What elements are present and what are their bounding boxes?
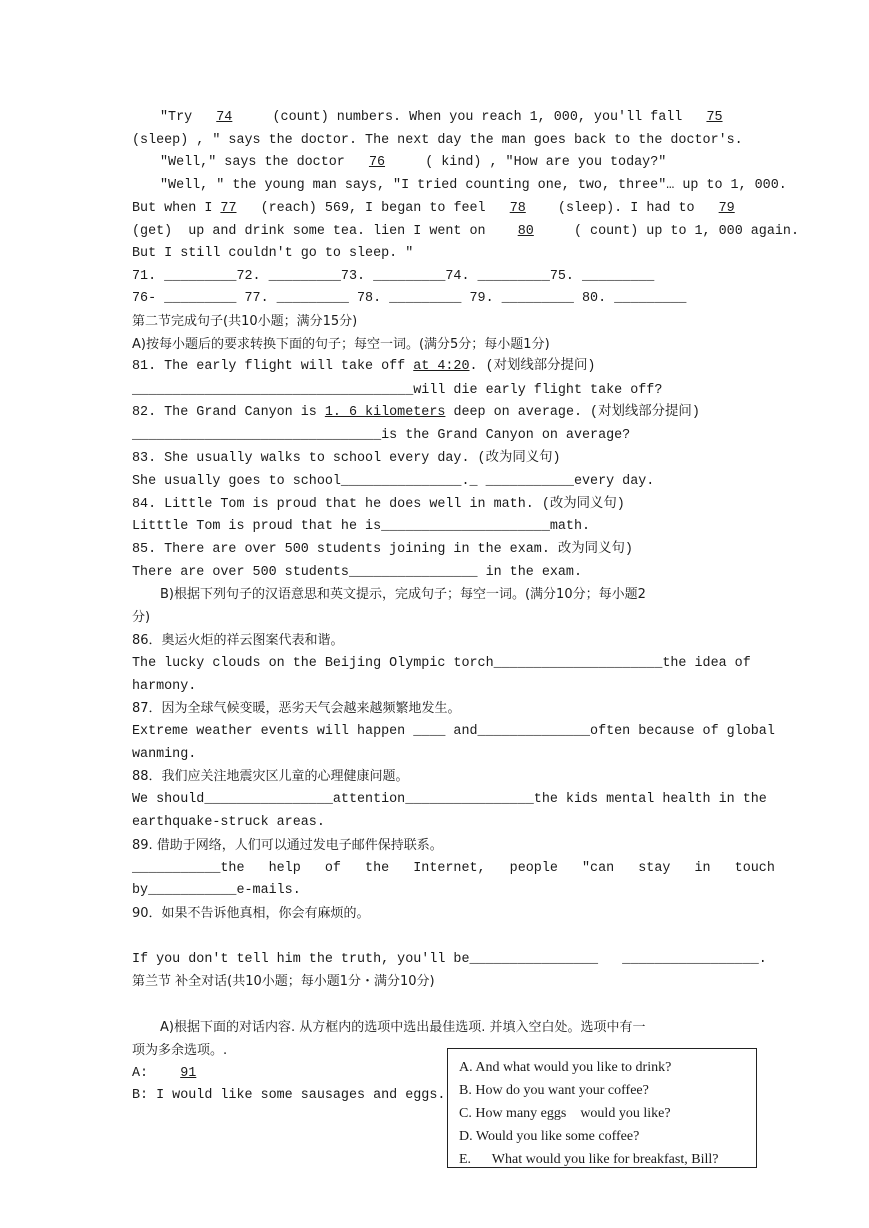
dialogue-line-b: B: I would like some sausages and eggs. (132, 1088, 446, 1103)
dialogue-line-a: A: 91 (132, 1066, 197, 1081)
option-item: E. What would you like for breakfast, Bill? (459, 1152, 719, 1167)
question-81: 81. The early flight will take off at 4:20. (对划线部分提问) (132, 359, 596, 374)
answer-line-87: Extreme weather events will happen ____ and______________often because of global (132, 724, 775, 739)
answer-line-90: If you don't tell him the truth, you'll be________________ _________________. (132, 952, 767, 967)
passage-line: (sleep) , " says the doctor. The next day the man goes back to the doctor's. (132, 133, 743, 148)
answer-line-89-cont: by___________e-mails. (132, 883, 301, 898)
question-86: 86．奥运火炬的祥云图案代表和谐。 (132, 633, 344, 648)
answer-line-81: ___________________________________will die early flight take off? (132, 383, 663, 398)
question-82: 82. The Grand Canyon is 1. 6 kilometers deep on average. (对划线部分提问) (132, 405, 700, 420)
passage-line: "Try 74 (count) numbers. When you reach 1, 000, you'll fall 75 (160, 110, 723, 125)
passage-line: (get) up and drink some tea. lien I went on 80 ( count) up to 1, 000 again. (132, 224, 799, 239)
section-title: 第兰节 补全对话(共10小题；每小题1分・满分10分) (132, 974, 435, 989)
passage-line: "Well," says the doctor 76 ( kind) , "How are you today?" (160, 155, 667, 170)
option-item: D. Would you like some coffee? (459, 1129, 640, 1144)
option-item: C. How many eggs would you like? (459, 1106, 671, 1121)
option-item: B. How do you want your coffee? (459, 1083, 649, 1098)
question-88: 88．我们应关注地震灾区儿童的心理健康问题。 (132, 769, 409, 784)
answer-blanks-row: 71. _________72. _________73. _________74. _________75. _________ (132, 269, 655, 284)
question-89: 89. 借助于网络，人们可以通过发电子邮件保持联系。 (132, 838, 443, 853)
answer-blanks-row: 76- _________ 77. _________ 78. _________ 79. _________ 80. _________ (132, 291, 687, 306)
passage-line: "Well, " the young man says, "I tried counting one, two, three"… up to 1, 000. (160, 178, 787, 193)
answer-line-83: She usually goes to school_______________._ ___________every day. (132, 474, 655, 489)
answer-line-85: There are over 500 students________________ in the exam. (132, 565, 582, 580)
section-title: 第二节完成句子(共10小题；满分15分) (132, 314, 358, 329)
passage-line: But when I 77 (reach) 569, I began to feel 78 (sleep). I had to 79 (132, 201, 735, 216)
question-90: 90．如果不告诉他真相，你会有麻烦的。 (132, 906, 370, 921)
part-instruction-cont: 项为多余选项。. (132, 1043, 228, 1058)
question-84: 84. Little Tom is proud that he does well in math. (改为同义句) (132, 497, 625, 512)
answer-line-86: The lucky clouds on the Beijing Olympic torch_____________________the idea of (132, 656, 751, 671)
answer-line-87-cont: wanming. (132, 747, 197, 762)
question-85: 85. There are over 500 students joining in the exam. 改为同义句) (132, 542, 633, 557)
part-instruction: A)根据下面的对话内容. 从方框内的选项中选出最佳选项. 并填入空白处。选项中有一 (160, 1020, 646, 1035)
question-87: 87．因为全球气候变暖，恶劣天气会越来越频繁地发生。 (132, 701, 461, 716)
answer-line-89: ___________the help of the Internet, people "can stay in touch (132, 861, 775, 876)
answer-line-84: Litttle Tom is proud that he is_____________________math. (132, 519, 591, 534)
answer-line-88: We should________________attention________________the kids mental health in the (132, 792, 767, 807)
question-83: 83. She usually walks to school every day. (改为同义句) (132, 451, 561, 466)
answer-line-86-cont: harmony. (132, 679, 197, 694)
part-instruction: A)按每小题后的要求转换下面的句子；每空一词。(满分5分；每小题1分) (132, 337, 550, 352)
option-item: A. And what would you like to drink? (459, 1060, 672, 1075)
answer-line-88-cont: earthquake-struck areas. (132, 815, 325, 830)
part-instruction: B)根据下列句子的汉语意思和英文提示，完成句子；每空一词。(满分10分；每小题2 (160, 587, 646, 602)
part-instruction-cont: 分) (132, 610, 151, 625)
passage-line: But I still couldn't go to sleep. " (132, 246, 414, 261)
answer-line-82: _______________________________is the Grand Canyon on average? (132, 428, 631, 443)
options-box (447, 1048, 757, 1168)
